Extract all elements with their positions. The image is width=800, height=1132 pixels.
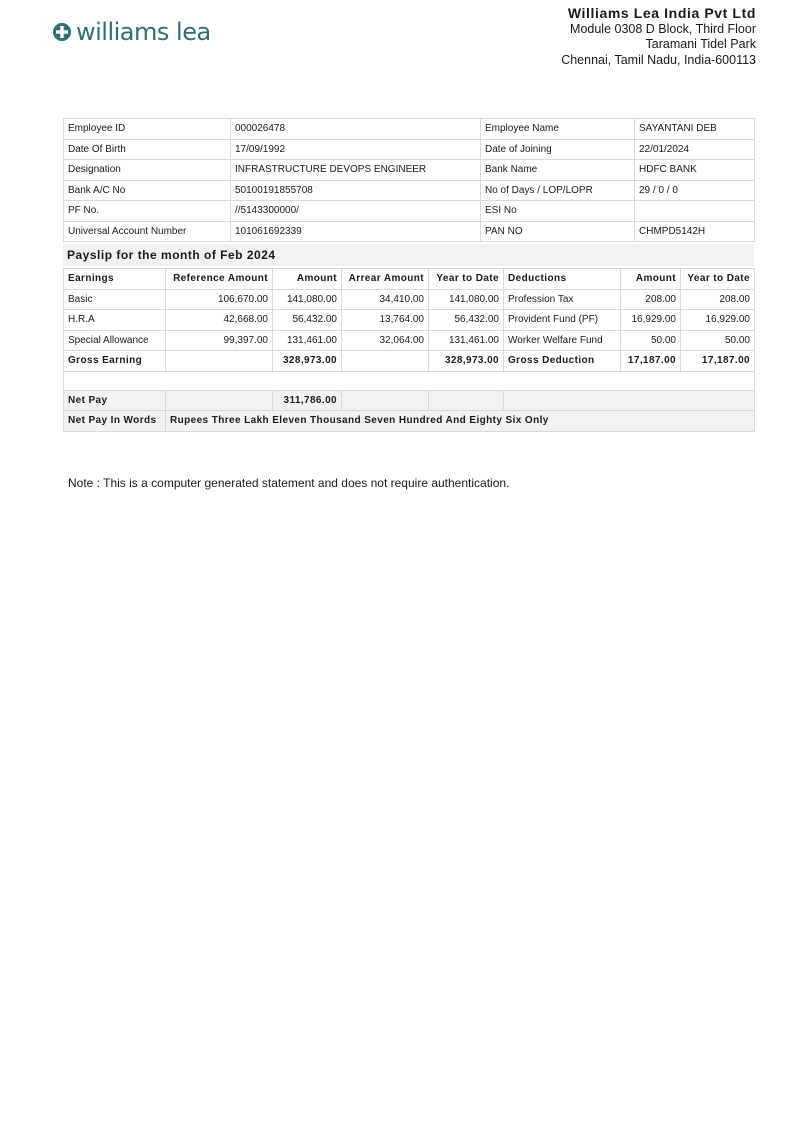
earning-ytd: 56,432.00 [429,310,504,331]
payslip-title: Payslip for the month of Feb 2024 [63,244,754,266]
info-row [64,201,755,222]
address-line-1: Module 0308 D Block, Third Floor [570,21,756,36]
gross-empty-cell [166,351,273,372]
info-value: 22/01/2024 [635,139,755,160]
deduction-name: Worker Welfare Fund [504,330,621,351]
arrear-amount: 13,764.00 [342,310,429,331]
net-pay-empty-cell [166,390,273,411]
info-value: 29 / 0 / 0 [635,180,755,201]
deduction-name: Provident Fund (PF) [504,310,621,331]
net-pay-empty-cell [504,390,755,411]
net-pay-words-label: Net Pay In Words [64,411,166,432]
earning-name: H.R.A [64,310,166,331]
reference-amount: 42,668.00 [166,310,273,331]
header-reference-amount: Reference Amount [166,269,273,290]
info-row [64,119,755,140]
net-pay-words: Rupees Three Lakh Eleven Thousand Seven Hundred And Eighty Six Only [166,411,755,432]
net-pay-empty-cell [342,390,429,411]
logo-cross-icon [52,22,72,42]
header-deductions: Deductions [504,269,621,290]
table-row [64,310,755,331]
net-pay-row [64,390,755,411]
net-pay-empty-cell [429,390,504,411]
info-value: 17/09/1992 [231,139,481,160]
gross-empty-cell [342,351,429,372]
earning-amount: 141,080.00 [273,289,342,310]
reference-amount: 106,670.00 [166,289,273,310]
info-row [64,180,755,201]
earning-ytd: 131,461.00 [429,330,504,351]
company-name: Williams Lea India Pvt Ltd [567,5,756,21]
info-value: CHMPD5142H [635,221,755,242]
info-label: PF No. [64,201,231,222]
gross-earning-ytd: 328,973.00 [429,351,504,372]
logo-text: williams lea [76,18,211,46]
earning-name: Basic [64,289,166,310]
info-value [635,201,755,222]
table-row [64,289,755,310]
deduction-ytd: 208.00 [681,289,755,310]
gross-earning-amount: 328,973.00 [273,351,342,372]
info-label: PAN NO [481,221,635,242]
deduction-amount: 50.00 [621,330,681,351]
arrear-amount: 32,064.00 [342,330,429,351]
info-row [64,221,755,242]
info-value: //5143300000/ [231,201,481,222]
net-pay-words-row [64,411,755,432]
info-label: Bank A/C No [64,180,231,201]
info-label: Date of Joining [481,139,635,160]
table-row [64,330,755,351]
address-line-3: Chennai, Tamil Nadu, India-600113 [561,52,756,67]
gross-deduction-ytd: 17,187.00 [681,351,755,372]
info-label: ESI No [481,201,635,222]
gross-earning-label: Gross Earning [64,351,166,372]
reference-amount: 99,397.00 [166,330,273,351]
earning-amount: 56,432.00 [273,310,342,331]
header-arrear-amount: Arrear Amount [342,269,429,290]
info-label: Bank Name [481,160,635,181]
info-row [64,139,755,160]
net-pay-amount: 311,786.00 [273,390,342,411]
earnings-deductions-table [63,268,755,432]
gross-deduction-label: Gross Deduction [504,351,621,372]
info-value: 101061692339 [231,221,481,242]
spacer-cell [64,371,755,390]
info-value: HDFC BANK [635,160,755,181]
info-label: Designation [64,160,231,181]
info-label: Employee ID [64,119,231,140]
header-deduction-ytd: Year to Date [681,269,755,290]
arrear-amount: 34,410.00 [342,289,429,310]
deduction-amount: 16,929.00 [621,310,681,331]
header-earnings: Earnings [64,269,166,290]
company-logo [52,18,211,46]
info-label: Date Of Birth [64,139,231,160]
info-value: 000026478 [231,119,481,140]
address-line-2: Taramani Tidel Park [645,37,756,51]
info-value: 50100191855708 [231,180,481,201]
authentication-note: Note : This is a computer generated statement and does not require authentication. [68,476,510,490]
info-label: No of Days / LOP/LOPR [481,180,635,201]
company-address-block [561,6,756,68]
deduction-ytd: 16,929.00 [681,310,755,331]
header-amount: Amount [273,269,342,290]
earning-ytd: 141,080.00 [429,289,504,310]
info-value: SAYANTANI DEB [635,119,755,140]
employee-info-table [63,118,755,242]
gross-row [64,351,755,372]
deduction-name: Profession Tax [504,289,621,310]
deduction-ytd: 50.00 [681,330,755,351]
gross-deduction-amount: 17,187.00 [621,351,681,372]
deduction-amount: 208.00 [621,289,681,310]
earning-amount: 131,461.00 [273,330,342,351]
table-header-row [64,269,755,290]
net-pay-label: Net Pay [64,390,166,411]
info-label: Universal Account Number [64,221,231,242]
spacer-row [64,371,755,390]
header-year-to-date: Year to Date [429,269,504,290]
info-row [64,160,755,181]
header-deduction-amount: Amount [621,269,681,290]
earning-name: Special Allowance [64,330,166,351]
info-label: Employee Name [481,119,635,140]
info-value: INFRASTRUCTURE DEVOPS ENGINEER [231,160,481,181]
